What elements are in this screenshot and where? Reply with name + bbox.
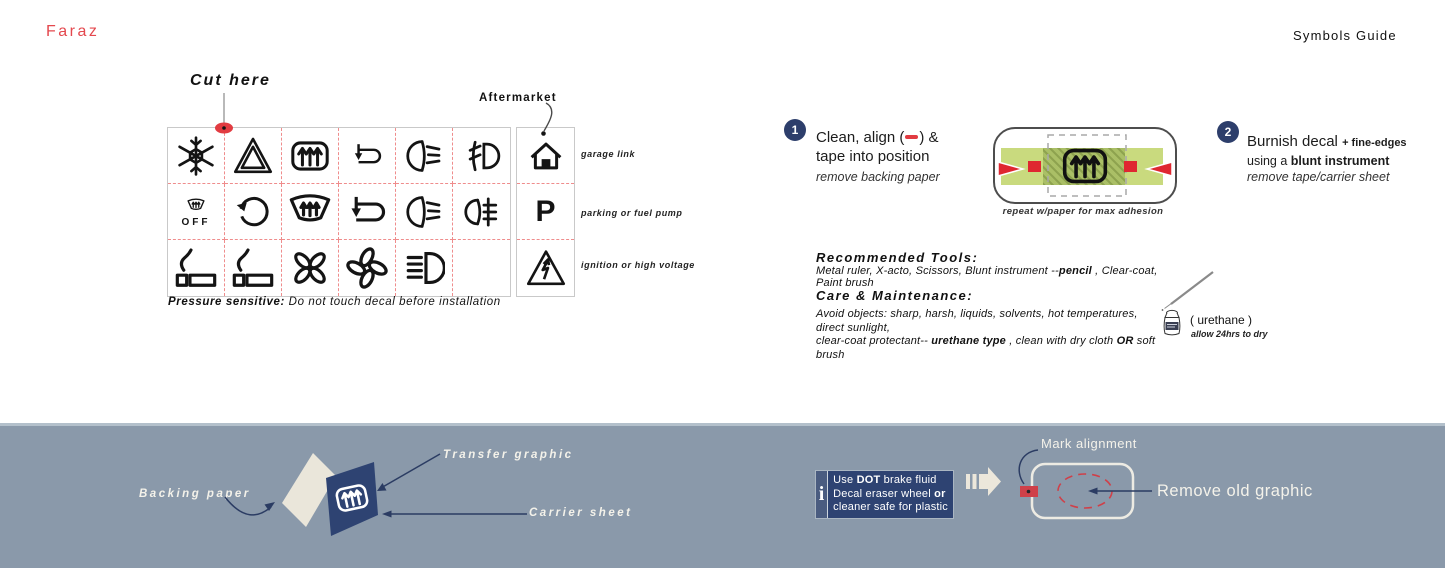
tools-list: Metal ruler, X-acto, Scissors, Blunt instrument --pencil , Clear-coat, Paint brush: [816, 265, 1158, 289]
dry-time-note: allow 24hrs to dry: [1191, 329, 1268, 339]
tools-heading: Recommended Tools:: [816, 250, 979, 265]
brand-logo: Faraz: [46, 23, 100, 40]
carrier-sheet-label: Carrier sheet: [529, 507, 633, 519]
parking-fuel-label: parking or fuel pump: [581, 208, 683, 218]
align-mark-left: [1028, 161, 1041, 172]
symbol-windshield-defrost: [282, 184, 339, 240]
symbol-fog-light-alt: [453, 128, 510, 184]
info-box: [815, 470, 954, 519]
step-2-note: remove tape/carrier sheet: [1247, 170, 1390, 184]
paper-outline: [1048, 135, 1126, 196]
page-title: Symbols Guide: [1293, 28, 1397, 43]
taping-overlay: [995, 129, 1175, 202]
symbol-cigarette-lighter-alt: [225, 240, 282, 296]
step-2-badge: 2: [1217, 121, 1239, 143]
pencil-icon: [1171, 272, 1213, 304]
symbol-cigarette-lighter: [168, 240, 225, 296]
symbol-rear-defrost: [282, 128, 339, 184]
pressure-note-bold: Pressure sensitive:: [168, 296, 285, 308]
symbol-headlight: [396, 240, 453, 296]
backing-paper-label: Backing paper: [139, 488, 251, 500]
symbol-recirculation: [225, 184, 282, 240]
symbol-hazard-triangle: [225, 128, 282, 184]
step-1-instruction: Clean, align ( ) & tape into position: [816, 129, 939, 165]
pressure-sensitive-note: [168, 296, 501, 308]
rear-defrost-icon: [1065, 151, 1106, 182]
ignition-voltage-label: ignition or high voltage: [581, 260, 695, 270]
taping-illustration: [993, 127, 1177, 204]
symbol-fan: [282, 240, 339, 296]
info-text: Use DOT brake fluid Decal eraser wheel or cleaner safe for plastic: [833, 474, 948, 513]
symbol-washer-jet-large: [339, 184, 396, 240]
symbol-parking-p: P: [517, 184, 574, 240]
symbol-garage-link: [517, 128, 574, 184]
symbol-parking-light: [453, 184, 510, 240]
red-dash-icon: [905, 135, 918, 139]
mark-alignment-label: Mark alignment: [1041, 436, 1137, 451]
care-heading: Care & Maintenance:: [816, 288, 974, 303]
cut-here-label: Cut here: [190, 72, 271, 89]
align-arrow-right-icon: [1147, 162, 1172, 176]
align-mark-right: [1124, 161, 1137, 172]
taping-caption: repeat w/paper for max adhesion: [1002, 206, 1164, 217]
info-icon: i: [816, 471, 828, 518]
aftermarket-sheet: [516, 127, 575, 297]
aftermarket-label: Aftermarket: [479, 92, 557, 104]
symbol-rear-fog-light: [396, 184, 453, 240]
urethane-jar-icon: [1160, 308, 1184, 340]
remove-old-graphic-label: Remove old graphic: [1157, 482, 1313, 500]
off-label: OFF: [181, 217, 211, 228]
pressure-note-text: Do not touch decal before installation: [284, 296, 501, 308]
align-arrow-left-icon: [998, 162, 1023, 176]
symbol-fan-swirl: [339, 240, 396, 296]
symbol-ignition-high-voltage: [517, 240, 574, 296]
symbol-front-fog-light: [396, 128, 453, 184]
urethane-label: ( urethane ): [1190, 313, 1253, 327]
step-1-note: remove backing paper: [816, 170, 940, 184]
garage-link-label: garage link: [581, 149, 636, 159]
step-2-instruction: Burnish decal + fine-edges using a blunt instrument: [1247, 133, 1407, 168]
transfer-graphic-label: Transfer graphic: [443, 449, 574, 461]
step-1-badge: 1: [784, 119, 806, 141]
care-list: Avoid objects: sharp, harsh, liquids, solvents, hot temperatures, direct sunlight, clear-coat protectant-- urethane type , clean with dry cloth OR soft brush: [816, 308, 1156, 361]
decal-symbol-sheet: [167, 127, 511, 297]
symbol-snowflake: [168, 128, 225, 184]
symbol-washer-jet: [339, 128, 396, 184]
symbol-defrost-off: [168, 184, 225, 240]
